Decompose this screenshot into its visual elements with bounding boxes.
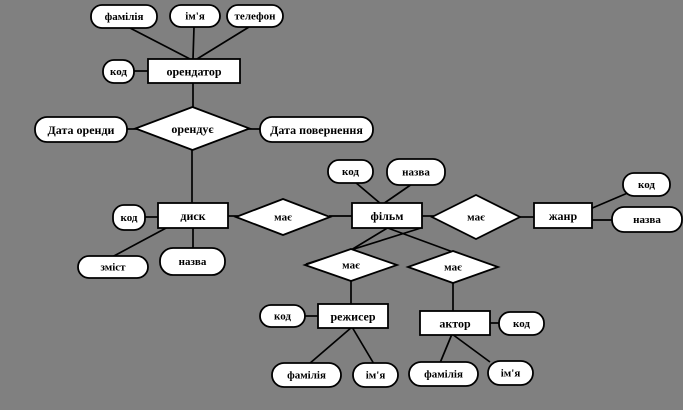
label-aktor-imya: ім'я: [500, 367, 521, 380]
label-zhanr-nazva: назва: [633, 214, 661, 226]
label-zhanr-kod: код: [638, 179, 655, 191]
label-film-nazva: назва: [402, 166, 430, 179]
label-entity-orendator: орендатор: [166, 64, 222, 79]
label-maye-dysk-film: має: [274, 211, 292, 224]
line-imya-orendator: [193, 27, 194, 59]
label-orendator-imya: ім'я: [185, 10, 205, 23]
label-maye-film-rezhyser: має: [342, 259, 360, 272]
label-rezhyser-kod: код: [274, 310, 291, 323]
label-entity-zhanr: жанр: [548, 209, 578, 223]
label-aktor-familiya: фамілія: [424, 368, 463, 381]
label-entity-rezhyser: режисер: [330, 309, 376, 324]
label-data-povernennya: Дата повернення: [270, 123, 363, 137]
label-maye-film-zhanr: має: [467, 211, 485, 224]
label-rezhyser-imya: ім'я: [365, 369, 386, 382]
label-entity-dysk: диск: [180, 209, 206, 223]
label-entity-aktor: актор: [439, 316, 471, 331]
label-dysk-zmist: зміст: [100, 261, 126, 274]
label-maye-film-aktor: має: [444, 261, 462, 274]
label-film-kod: код: [342, 166, 359, 178]
label-orenduye: орендує: [171, 122, 214, 136]
label-orendator-kod: код: [110, 66, 127, 78]
label-dysk-nazva: назва: [178, 256, 207, 268]
label-data-orendy: Дата оренди: [47, 123, 115, 137]
label-rezhyser-familiya: фамілія: [287, 369, 326, 382]
label-aktor-kod: код: [513, 318, 530, 330]
label-entity-film: фільм: [370, 209, 404, 223]
label-dysk-kod: код: [120, 212, 138, 224]
label-orendator-familiya: фамілія: [104, 11, 144, 23]
label-orendator-telefon: телефон: [234, 10, 276, 23]
